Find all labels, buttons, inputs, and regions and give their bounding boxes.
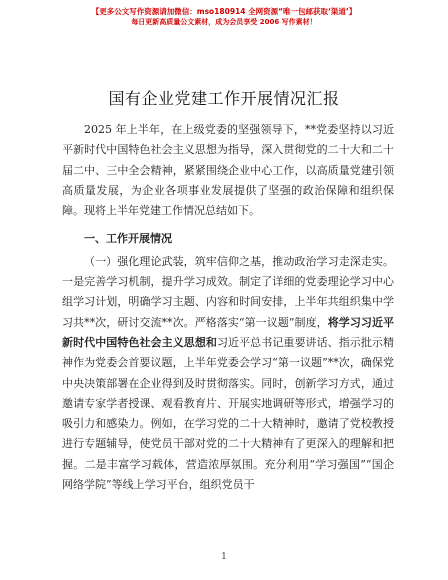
section-heading: 一、工作开展情况 <box>84 232 172 246</box>
banner-line-1: 【更多公文写作资源请加微信：mso180914 全网资源“唯一包邮获取‘渠道’】 <box>91 7 357 16</box>
bold-paragraph-text: 将学习习近平新时代中国特色社会主义思想和 <box>62 315 395 349</box>
document-title: 国有企业党建工作开展情况汇报 <box>108 89 340 108</box>
intro-paragraph: 2025 年上半年，在上级党委的坚强领导下，**党委坚持以习近平新时代中国特色社会主义思想为指导，深入贯彻党的二十大和二十届二中、三中全会精神，紧紧围绕企业中心工作，以高质量党建引领高质量发展，为企业各项事业发展提供了坚强的政治保障和组织保障。现将上半年党建工作情况总结如下。 <box>62 123 394 218</box>
section-paragraph <box>62 252 394 496</box>
promo-banner <box>0 6 448 28</box>
document-body <box>62 120 394 495</box>
paragraph-text-continued: 习近平总书记重要讲话、指示批示精神作为党委会首要议题，上半年党委会学习“第一议题”**次，确保党中央决策部署在企业得到及时贯彻落实。同时，创新学习方式，通过邀请专家学者授课、观看教育片、开展实地调研等形式，增强学习的吸引力和感染力。例如，在学习党的二十大精神时，邀请了党校教授进行专题辅导，使党员干部对党的二十大精神有了更深入的理解和把握。二是丰富学习载体，营造浓厚氛围。充分利用“学习强国”“国企网络学院”等线上学习平台，组织党员干 <box>62 335 395 492</box>
page-number: 1 <box>221 552 227 562</box>
paragraph-text: （一）强化理论武装，筑牢信仰之基，推动政治学习走深走实。一是完善学习机制，提升学习成效。制定了详细的党委理论学习中心组学习计划，明确学习主题、内容和时间安排，上半年共组织集中学习共**次，研讨交流**次。严格落实“第一议题”制度， <box>62 254 394 329</box>
banner-line-2: 每日更新高质量公文素材，成为会员享受 2006 写作素材！ <box>131 18 317 26</box>
